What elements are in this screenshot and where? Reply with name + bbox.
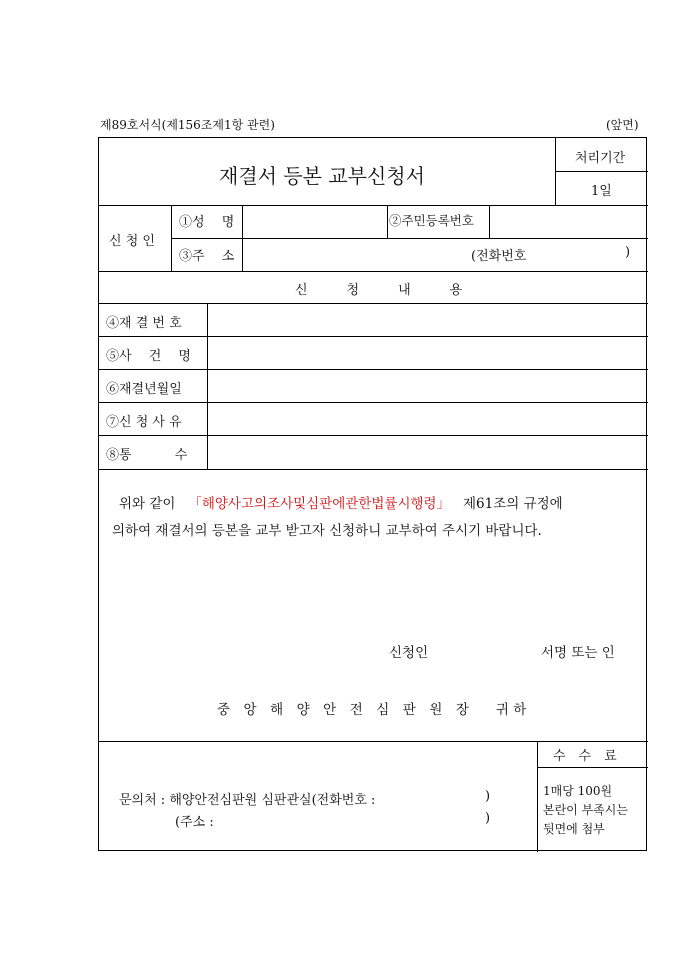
divider xyxy=(537,767,648,768)
processing-value: 1일 xyxy=(591,184,612,199)
divider xyxy=(99,303,648,304)
address-label: ③주 소 xyxy=(179,249,235,264)
contact-line-1: 문의처 : 해양안전심판원 심판관실(전화번호 : xyxy=(119,793,376,808)
application-form xyxy=(98,137,647,851)
statement-line-1 xyxy=(119,492,563,512)
contact-line-2: (주소 : xyxy=(175,815,214,830)
divider xyxy=(387,205,388,238)
fee-line-3: 뒷면에 첨부 xyxy=(543,822,605,836)
divider xyxy=(207,303,208,469)
divider xyxy=(99,369,648,370)
content-header: 신 청 내 용 xyxy=(295,283,463,298)
statement-prefix: 위와 같이 xyxy=(119,496,176,512)
page-side-label: (앞면) xyxy=(606,118,639,132)
fee-line-2: 본란이 부족시는 xyxy=(543,803,628,817)
name-label: ①성 명 xyxy=(179,215,235,230)
addressee: 중 앙 해 양 안 전 심 판 원 장 귀 하 xyxy=(217,702,527,718)
divider xyxy=(489,205,490,238)
form-number: 제89호서식(제156조제1항 관련) xyxy=(100,118,275,132)
processing-label: 처리기간 xyxy=(575,151,626,166)
field-label-reason: ⑦신 청 사 유 xyxy=(106,415,182,430)
divider xyxy=(99,205,648,206)
applicant-signature-label: 신청인 xyxy=(389,645,429,661)
statement-suffix: 제61조의 규정에 xyxy=(462,496,563,512)
fee-label: 수 수 료 xyxy=(553,749,617,764)
field-label-case-name: ⑤사 건 명 xyxy=(106,349,191,364)
form-title: 재결서 등본 교부신청서 xyxy=(219,164,425,188)
field-label-copies: ⑧통 수 xyxy=(106,448,188,463)
divider xyxy=(99,741,648,742)
law-reference: 「해양사고의조사및심판에관한법률시행령」 xyxy=(188,496,451,512)
contact-line-2-close: ) xyxy=(485,811,491,826)
divider xyxy=(99,469,648,470)
divider xyxy=(99,271,648,272)
divider xyxy=(171,238,648,239)
phone-close: ) xyxy=(625,245,631,260)
signature-or-seal-label: 서명 또는 인 xyxy=(541,645,615,661)
divider xyxy=(537,741,538,852)
contact-line-1-close: ) xyxy=(485,789,491,804)
divider xyxy=(99,402,648,403)
field-label-decision-number: ④재 결 번 호 xyxy=(106,316,182,331)
phone-label: (전화번호 xyxy=(471,249,527,264)
divider xyxy=(555,171,648,172)
divider xyxy=(99,336,648,337)
divider xyxy=(99,435,648,436)
applicant-group-label: 신 청 인 xyxy=(109,234,155,249)
id-number-label: ②주민등록번호 xyxy=(389,213,474,228)
field-label-decision-date: ⑥재결년월일 xyxy=(106,382,182,397)
fee-line-1: 1매당 100원 xyxy=(543,784,613,798)
statement-line-2: 의하여 재결서의 등본을 교부 받고자 신청하니 교부하여 주시기 바랍니다. xyxy=(112,523,542,539)
